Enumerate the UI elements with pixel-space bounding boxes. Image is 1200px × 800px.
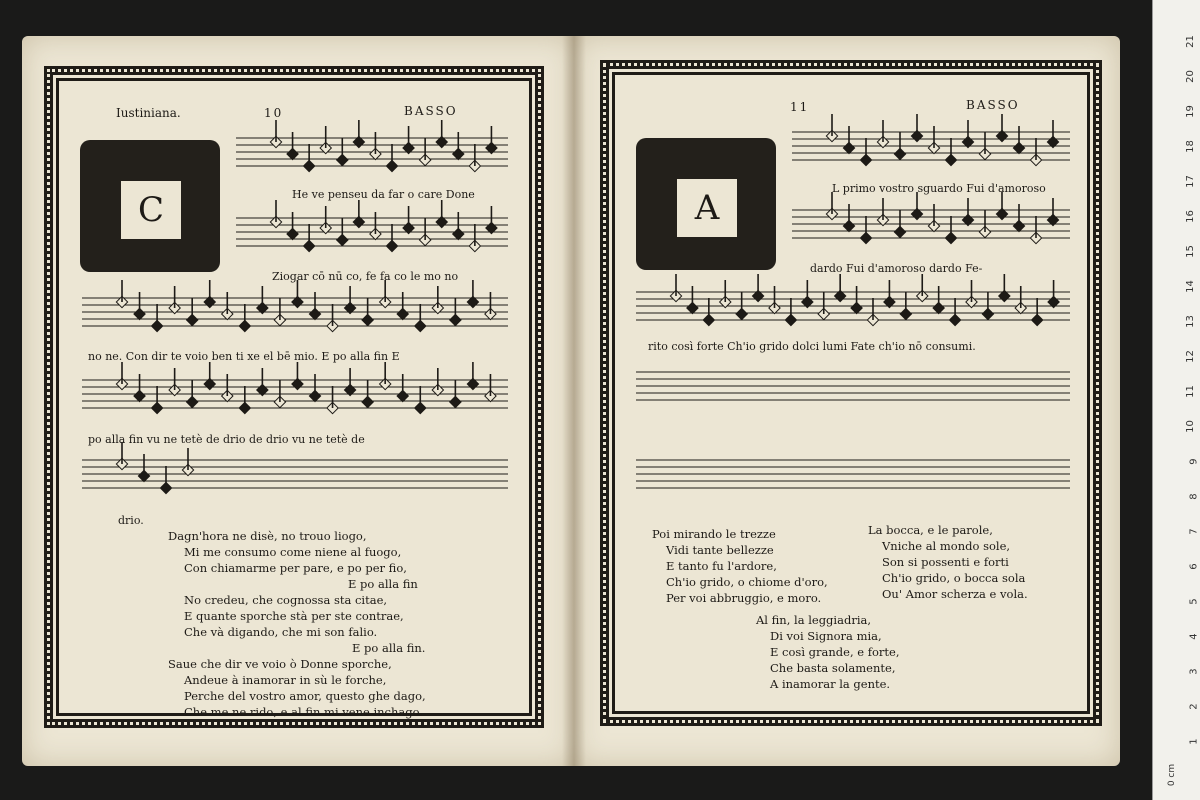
verse-line: Son si possenti e forti [882, 555, 1009, 569]
verse-line: La bocca, e le parole, [868, 523, 993, 537]
ruler-tick-label: 14 [1185, 280, 1197, 293]
verse-line: E così grande, e forte, [770, 645, 900, 659]
verse-line: E tanto fu l'ardore, [666, 559, 777, 573]
running-head-left: Iustiniana. [116, 106, 181, 120]
voice-part-left: BASSO [404, 104, 458, 118]
ruler-tick-label: 18 [1185, 140, 1197, 153]
underlay-line-1-right: L primo vostro sguardo Fui d'amoroso [832, 182, 1046, 195]
ruler-tick-label: 3 [1188, 668, 1200, 675]
verse-line: Ou' Amor scherza e vola. [882, 587, 1028, 601]
verse-line: Con chiamarme per pare, e po per fio, [184, 561, 407, 575]
verse-line: E po alla fin [348, 577, 418, 591]
ruler-unit-label: 0 cm [1167, 763, 1178, 787]
verse-line: Dagn'hora ne disè, no trouo liogo, [168, 529, 367, 543]
verse-line: Saue che dir ve voio ò Donne sporche, [168, 657, 392, 671]
verse-line: Che basta solamente, [770, 661, 896, 675]
verse-line: Ch'io grido, o chiome d'oro, [666, 575, 828, 589]
verse-line: Vidi tante bellezze [666, 543, 774, 557]
initial-letter-left: C [118, 178, 184, 242]
verse-line: Di voi Signora mia, [770, 629, 882, 643]
underlay-line-2-left: Ziogar cō nū co, fe fa co le mo no [272, 270, 459, 283]
verse-line: Andeue à inamorar in sù le forche, [184, 673, 387, 687]
ruler-tick-label: 5 [1188, 598, 1200, 605]
book-gutter [562, 36, 586, 766]
ruler-tick-label: 4 [1188, 633, 1200, 640]
underlay-line-3-left: no ne. Con dir te voio ben ti xe el bē mio. E po alla fin E [88, 350, 400, 363]
initial-letter-block-right [636, 138, 776, 270]
underlay-line-4-left: po alla fin vu ne tetè de drio de drio vu ne tetè de [88, 433, 365, 446]
ruler-tick-label: 17 [1185, 175, 1197, 188]
ruler-tick-label: 20 [1185, 70, 1197, 83]
ruler-tick-label: 15 [1185, 245, 1197, 258]
ruler-tick-label: 21 [1185, 35, 1197, 48]
verse-line: Che me ne rido, e al fin mi vene inchago. [184, 705, 423, 719]
verse-line: Perche del vostro amor, questo ghe dago, [184, 689, 426, 703]
underlay-line-1-left: He ve penseu da far o care Done [292, 188, 475, 201]
verse-col1-right [652, 526, 828, 606]
verse-final-right [756, 612, 899, 692]
ruler-tick-label: 2 [1188, 703, 1200, 710]
folio-left: 10 [264, 106, 284, 120]
ruler-tick-label: 11 [1185, 385, 1197, 398]
verse-line: Per voi abbruggio, e moro. [666, 591, 822, 605]
underlay-line-3-right: rito così forte Ch'io grido dolci lumi Fate ch'io nō consumi. [648, 340, 976, 353]
folio-right: 11 [790, 100, 810, 114]
initial-letter-right: A [674, 176, 740, 240]
verse-col2-right [868, 522, 1028, 602]
verse-line: Al fin, la leggiadria, [756, 613, 872, 627]
underlay-line-5-left: drio. [118, 514, 144, 527]
verse-line: Vniche al mondo sole, [882, 539, 1011, 553]
verse-line: Che và digando, che mi son falio. [184, 625, 378, 639]
underlay-line-2-right: dardo Fui d'amoroso dardo Fe- [810, 262, 983, 275]
voice-part-right: BASSO [966, 98, 1020, 112]
verse-text-left [168, 528, 426, 720]
verse-line: E quante sporche stà per ste contrae, [184, 609, 404, 623]
ruler-tick-label: 9 [1188, 458, 1200, 465]
verse-line: Ch'io grido, o bocca sola [882, 571, 1026, 585]
verse-line: No credeu, che cognossa sta citae, [184, 593, 388, 607]
ruler-tick-label: 10 [1185, 420, 1197, 433]
verse-line: A inamorar la gente. [770, 677, 891, 691]
ruler-tick-label: 6 [1188, 563, 1200, 570]
ruler-tick-label: 8 [1188, 493, 1200, 500]
ruler-tick-label: 1 [1188, 738, 1200, 745]
ruler-tick-label: 13 [1185, 315, 1197, 328]
verse-line: E po alla fin. [352, 641, 426, 655]
ruler-tick-label: 12 [1185, 350, 1197, 363]
initial-letter-block-left [80, 140, 220, 272]
ruler-tick-label: 7 [1188, 528, 1200, 535]
ruler-tick-label: 19 [1185, 105, 1197, 118]
ruler-tick-label: 16 [1185, 210, 1197, 223]
verse-line: Poi mirando le trezze [652, 527, 776, 541]
measurement-ruler [1152, 0, 1200, 800]
verse-line: Mi me consumo come niene al fuogo, [184, 545, 402, 559]
